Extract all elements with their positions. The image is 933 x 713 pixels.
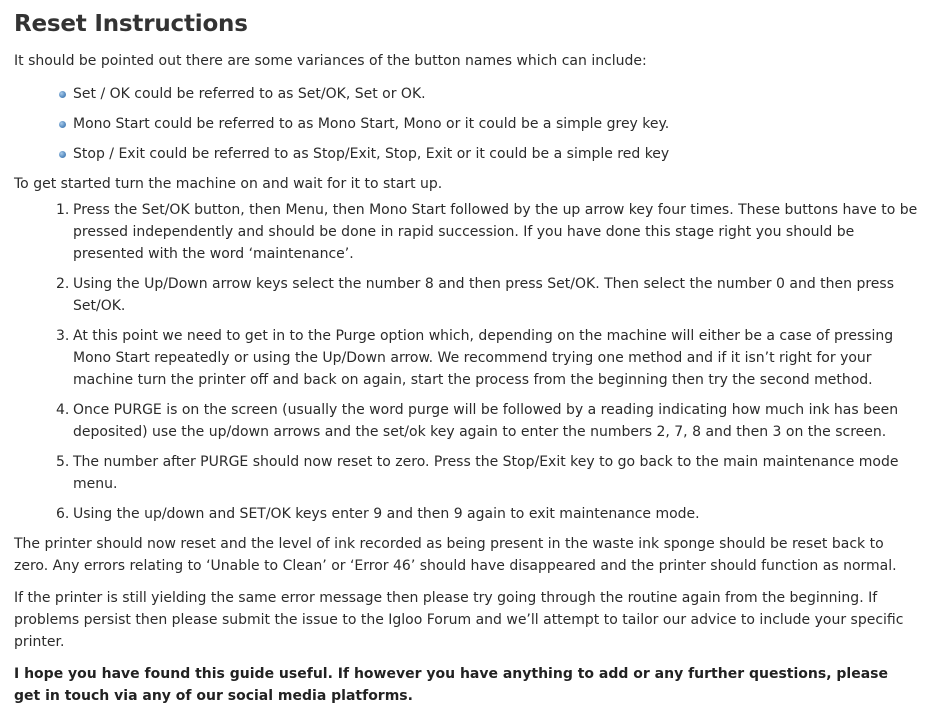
step-text: At this point we need to get in to the Purge option which, depending on the machine will either be a case of pressing Mono Start repeatedly or using the Up/Down arrow. We recommend trying one method and if it isn’t right for your machine turn the printer off and back on again, start the process from the beginning then try the second method.: [73, 328, 894, 388]
bullet-icon: [59, 151, 66, 158]
step-number: 1.: [56, 202, 70, 218]
steps-list: [14, 199, 919, 525]
list-item: [73, 143, 933, 165]
list-item-text: Mono Start could be referred to as Mono Start, Mono or it could be a simple grey key.: [73, 116, 670, 132]
step-text: Press the Set/OK button, then Menu, then Mono Start followed by the up arrow key four times. These buttons have to be pressed independently and should be done in rapid succession. If you have done this stage right you should be presented with the word ‘maintenance’.: [73, 202, 918, 262]
closing-paragraph: I hope you have found this guide useful. If however you have anything to add or any further questions, please get in touch via any of our social media platforms.: [14, 666, 888, 704]
list-item-text: Set / OK could be referred to as Set/OK, Set or OK.: [73, 86, 426, 102]
step-number: 2.: [56, 276, 70, 292]
list-item-text: Stop / Exit could be referred to as Stop/Exit, Stop, Exit or it could be a simple red key: [73, 146, 670, 162]
step-number: 4.: [56, 402, 70, 418]
step-item: [56, 273, 919, 317]
step-text: The number after PURGE should now reset to zero. Press the Stop/Exit key to go back to the main maintenance mode menu.: [73, 454, 899, 492]
troubleshoot-paragraph: If the printer is still yielding the same error message then please try going through the routine again from the beginning. If problems persist then please submit the issue to the Igloo Forum and we’ll attempt to tailor our advice to include your specific printer.: [14, 590, 904, 650]
step-item: [56, 399, 919, 443]
step-item: [56, 325, 919, 391]
bullet-icon: [59, 121, 66, 128]
step-text: Using the Up/Down arrow keys select the number 8 and then press Set/OK. Then select the number 0 and then press Set/OK.: [73, 276, 894, 314]
step-item: [56, 503, 919, 525]
step-number: 6.: [56, 506, 70, 522]
reset-result-paragraph: The printer should now reset and the level of ink recorded as being present in the waste ink sponge should be reset back to zero. Any errors relating to ‘Unable to Clean’ or ‘Error 46’ should have disappeared and the printer should function as normal.: [14, 536, 897, 574]
intro-paragraph: It should be pointed out there are some variances of the button names which can include:: [14, 53, 647, 69]
get-started-paragraph: To get started turn the machine on and wait for it to start up.: [14, 176, 443, 192]
step-item: [56, 451, 919, 495]
step-number: 5.: [56, 454, 70, 470]
page-title: Reset Instructions: [14, 11, 248, 37]
step-text: Once PURGE is on the screen (usually the word purge will be followed by a reading indicating how much ink has been deposited) use the up/down arrows and the set/ok key again to enter the numbers 2, 7, 8 and then 3 on the screen.: [73, 402, 899, 440]
bullet-icon: [59, 91, 66, 98]
list-item: [73, 113, 933, 135]
step-item: [56, 199, 919, 265]
button-variants-list: [14, 83, 933, 165]
step-number: 3.: [56, 328, 70, 344]
step-text: Using the up/down and SET/OK keys enter 9 and then 9 again to exit maintenance mode.: [73, 506, 700, 522]
list-item: [73, 83, 933, 105]
